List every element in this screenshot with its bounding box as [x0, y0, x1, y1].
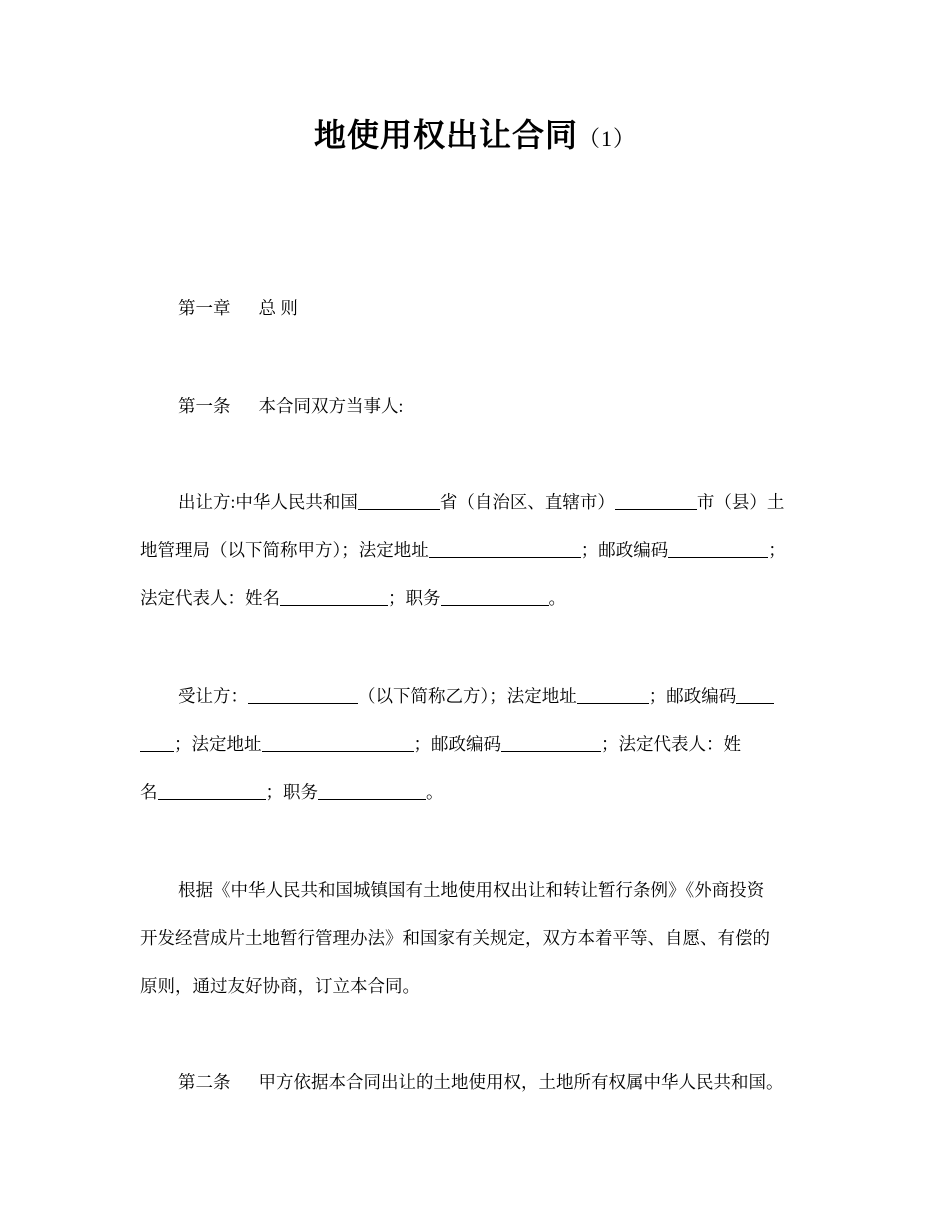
transferee-paragraph: [140, 672, 812, 816]
article-2-label: 第二条: [178, 1072, 231, 1092]
blank-field: [158, 783, 266, 800]
transferor-text: 法定代表人：姓名: [140, 588, 280, 608]
chapter-name: 总 则: [258, 298, 298, 318]
transferor-text: ；职务: [388, 588, 441, 608]
blank-field: [280, 589, 388, 606]
basis-line-2: 开发经营成片土地暂行管理办法》和国家有关规定，双方本着平等、自愿、有偿的: [140, 928, 770, 948]
article-2-text: 甲方依据本合同出让的土地使用权，土地所有权属中华人民共和国。: [258, 1072, 784, 1092]
transferor-text: ；: [768, 540, 786, 560]
transferor-label: 出让方:: [178, 492, 236, 512]
blank-field: [577, 687, 649, 704]
basis-line-1: 根据《中华人民共和国城镇国有土地使用权出让和转让暂行条例》《外商投资: [178, 880, 765, 900]
blank-field: [318, 783, 426, 800]
transferee-text: （以下简称乙方）；法定地址: [358, 686, 577, 706]
blank-field: [736, 687, 774, 704]
transferee-text: ；邮政编码: [413, 734, 501, 754]
transferee-text: 名: [140, 782, 158, 802]
transferor-text: 。: [548, 588, 566, 608]
transferee-text: ；法定地址: [174, 734, 262, 754]
blank-field: [140, 735, 174, 752]
basis-line-3: 原则，通过友好协商，订立本合同。: [140, 976, 420, 996]
article-1-label: 第一条: [178, 396, 231, 416]
basis-paragraph: [140, 866, 812, 1010]
chapter-heading: [140, 284, 812, 332]
transferee-text: 。: [426, 782, 444, 802]
article-2: [140, 1058, 812, 1106]
transferor-text: 地管理局（以下简称甲方）；法定地址: [140, 540, 429, 560]
blank-field: [501, 735, 601, 752]
blank-field: [262, 735, 414, 752]
transferee-text: ；职务: [265, 782, 318, 802]
title-text: 地使用权出让合同: [313, 116, 578, 154]
blank-field: [668, 541, 768, 558]
transferee-label: 受让方：: [178, 686, 248, 706]
chapter-number: 第一章: [178, 298, 231, 318]
blank-field: [248, 687, 358, 704]
transferee-text: ；法定代表人：姓: [601, 734, 741, 754]
document-title: [0, 110, 950, 156]
transferee-text: ；邮政编码: [648, 686, 737, 706]
transferor-text: ；邮政编码: [580, 540, 669, 560]
transferor-text: 省（自治区、直辖市）: [439, 492, 615, 512]
transferor-paragraph: [140, 478, 812, 622]
article-1: [140, 382, 812, 430]
blank-field: [358, 493, 440, 510]
article-1-text: 本合同双方当事人:: [258, 396, 404, 416]
transferor-text: 中华人民共和国: [235, 492, 358, 512]
transferor-text: 市（县）土: [696, 492, 785, 512]
blank-field: [441, 589, 549, 606]
blank-field: [429, 541, 581, 558]
blank-field: [615, 493, 697, 510]
title-suffix: （1）: [578, 126, 637, 151]
